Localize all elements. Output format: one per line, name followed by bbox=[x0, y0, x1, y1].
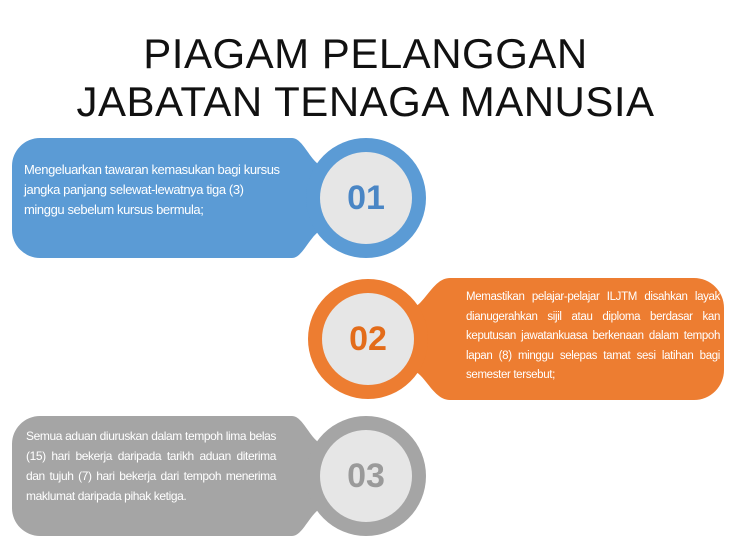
item-1-number: 01 bbox=[347, 179, 385, 217]
title-line-1: PIAGAM PELANGGAN bbox=[143, 30, 588, 77]
item-2-text: Memastikan pelajar-pelajar ILJTM disahkan layak dianugerahkan sijil atau diploma berdasar kan keputusan jawatankuasa berkenaan dalam tempoh lapan (8) minggu selepas tamat sesi latihan bagi semester tersebut; bbox=[466, 291, 720, 381]
item-3-text: Semua aduan diuruskan dalam tempoh lima belas (15) hari bekerja daripada tarikh aduan diterima dan tujuh (7) hari bekerja dari tempoh menerima maklumat daripada pihak ketiga. bbox=[26, 429, 276, 503]
item-1-text: Mengeluarkan tawaran kemasukan bagi kursus jangka panjang selewat-lewatnya tiga (3) minggu sebelum kursus bermula; bbox=[24, 162, 280, 217]
title-line-2: JABATAN TENAGA MANUSIA bbox=[76, 78, 655, 125]
item-2-number: 02 bbox=[349, 320, 387, 358]
item-3-number: 03 bbox=[347, 457, 385, 495]
